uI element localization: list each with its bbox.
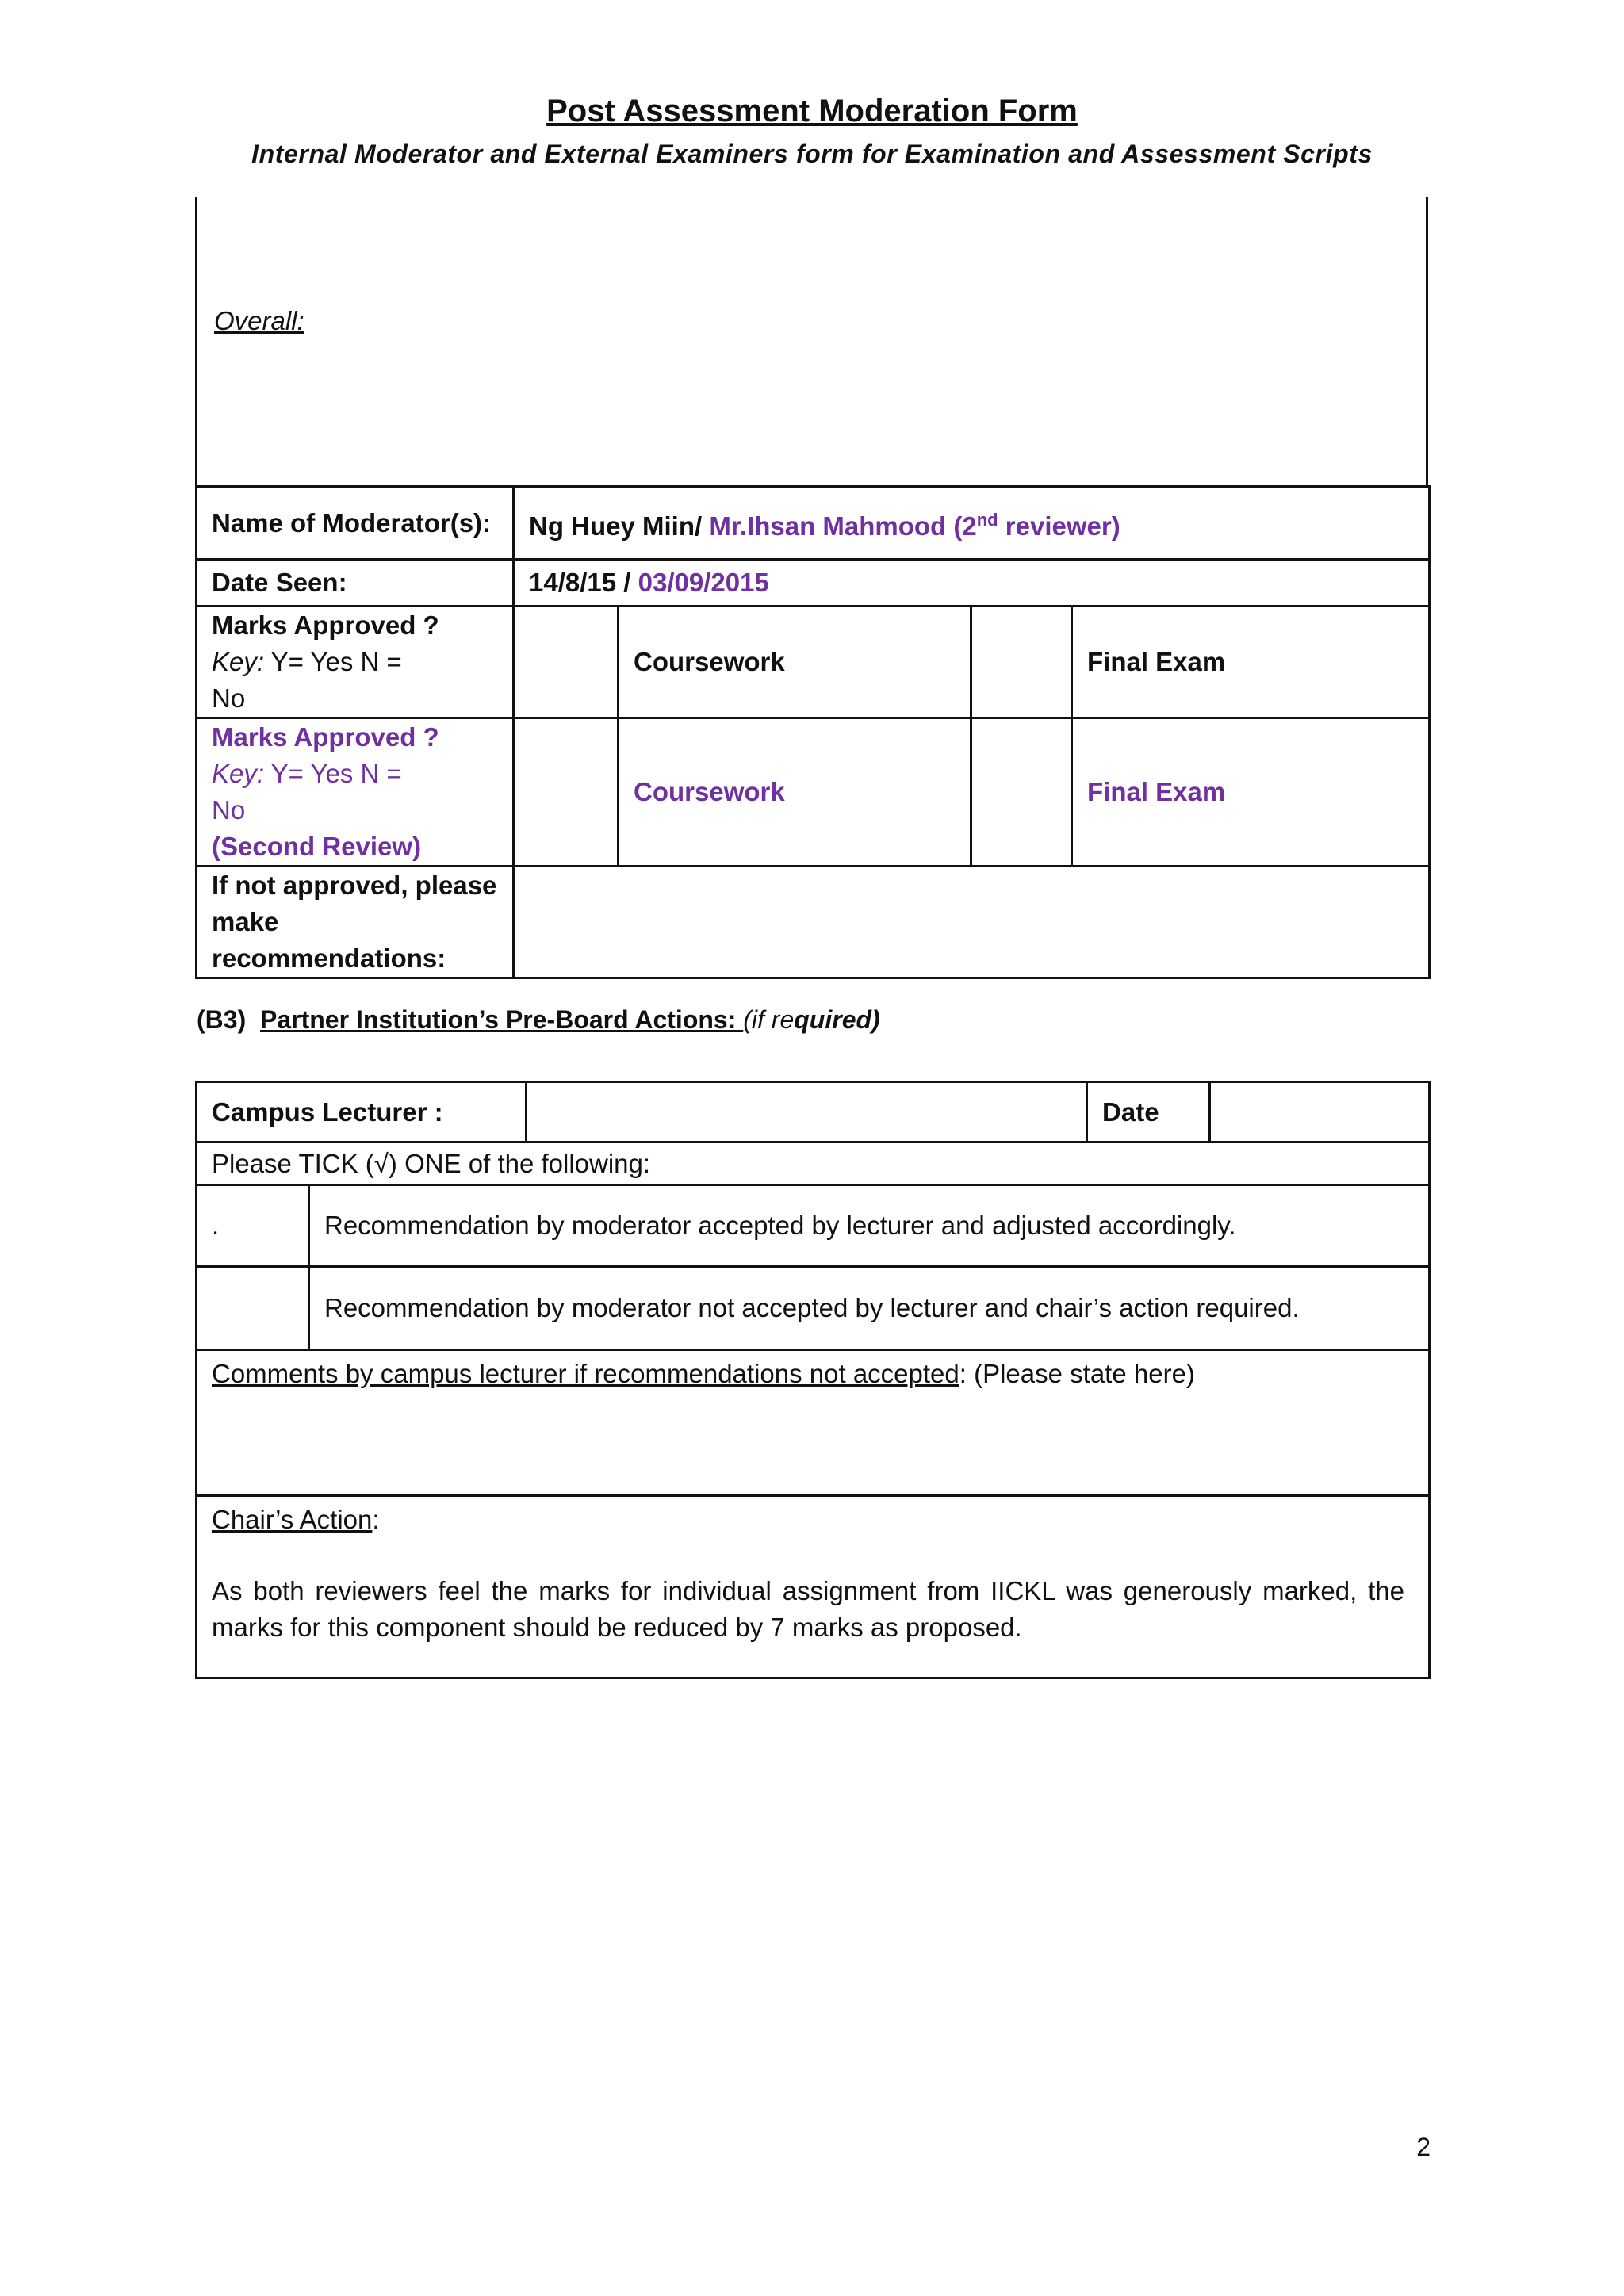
section-b3-heading xyxy=(197,1005,880,1035)
final-exam-label: Final Exam xyxy=(1072,607,1430,718)
final-exam-checkbox[interactable] xyxy=(971,607,1072,718)
overall-label: Overall: xyxy=(214,306,304,335)
date-seen-value xyxy=(514,560,1430,607)
moderator-row xyxy=(197,487,1430,560)
coursework-checkbox[interactable] xyxy=(514,607,619,718)
not-approved-label: If not approved, please make recommendations: xyxy=(197,867,514,978)
date-seen-row xyxy=(197,560,1430,607)
date-seen-2: 03/09/2015 xyxy=(638,568,769,597)
recommendations-field[interactable] xyxy=(514,867,1430,978)
final-exam-2-checkbox[interactable] xyxy=(971,718,1072,867)
campus-lecturer-field[interactable] xyxy=(527,1082,1087,1142)
option-1-row xyxy=(197,1185,1430,1267)
coursework-2-label: Coursework xyxy=(619,718,971,867)
marks-approved-second-row xyxy=(197,718,1430,867)
marks-approved-2-label: Marks Approved ? xyxy=(212,722,439,752)
chair-action-text: As both reviewers feel the marks for individual assignment from IICKL was generously marked, the marks for this component should be reduced by 7 marks as proposed. xyxy=(212,1576,1405,1642)
comments-label: Comments by campus lecturer if recommendations not accepted xyxy=(212,1359,959,1388)
not-approved-row xyxy=(197,867,1430,978)
marks-approved-cell xyxy=(197,607,514,718)
pre-board-table xyxy=(195,1081,1431,1679)
comments-cell[interactable] xyxy=(197,1350,1430,1496)
page-number: 2 xyxy=(1416,2133,1431,2161)
chair-action-heading: Chair’s Action: xyxy=(212,1505,380,1534)
marks-approved-label: Marks Approved ? xyxy=(212,610,439,640)
option-2-tick[interactable] xyxy=(197,1267,309,1350)
date-label: Date xyxy=(1087,1082,1210,1142)
moderator-value xyxy=(514,487,1430,560)
key-line: Key: Y= Yes N = xyxy=(212,647,402,676)
moderator-name-2: Mr.Ihsan Mahmood (2nd reviewer) xyxy=(709,509,1120,541)
overall-box-right-border xyxy=(1426,197,1428,488)
key-no-2: No xyxy=(212,795,246,825)
date-seen-label: Date Seen: xyxy=(197,560,514,607)
option-2-text: Recommendation by moderator not accepted by lecturer and chair’s action required. xyxy=(309,1267,1430,1350)
page-subtitle: Internal Moderator and External Examiners form for Examination and Assessment Scripts xyxy=(251,140,1373,168)
campus-lecturer-row xyxy=(197,1082,1430,1142)
marks-approved-row xyxy=(197,607,1430,718)
key-line-2: Key: Y= Yes N = xyxy=(212,759,402,788)
marks-approved-second-cell xyxy=(197,718,514,867)
page-title: Post Assessment Moderation Form xyxy=(546,94,1078,128)
option-2-row xyxy=(197,1267,1430,1350)
key-no: No xyxy=(212,683,246,713)
final-exam-2-label: Final Exam xyxy=(1072,718,1430,867)
date-field[interactable] xyxy=(1210,1082,1430,1142)
section-code: (B3) xyxy=(197,1005,247,1034)
option-1-text: Recommendation by moderator accepted by lecturer and adjusted accordingly. xyxy=(309,1185,1430,1267)
moderation-table xyxy=(195,485,1431,979)
campus-lecturer-label: Campus Lecturer : xyxy=(197,1082,527,1142)
date-seen-1: 14/8/15 / xyxy=(529,568,631,597)
chair-action-cell xyxy=(197,1496,1430,1678)
overall-box-left-border xyxy=(195,197,197,488)
coursework-label: Coursework xyxy=(619,607,971,718)
comments-suffix: : (Please state here) xyxy=(959,1359,1195,1388)
chair-action-row xyxy=(197,1496,1430,1678)
comments-row xyxy=(197,1350,1430,1496)
moderator-name-1: Ng Huey Miin/ xyxy=(529,511,703,541)
tick-instruction: Please TICK (√) ONE of the following: xyxy=(197,1142,1430,1185)
second-review-label: (Second Review) xyxy=(212,832,422,861)
option-1-tick[interactable]: . xyxy=(197,1185,309,1267)
tick-instruction-row xyxy=(197,1142,1430,1185)
section-title: Partner Institution’s Pre-Board Actions: xyxy=(260,1005,744,1034)
moderator-label: Name of Moderator(s): xyxy=(197,487,514,560)
coursework-2-checkbox[interactable] xyxy=(514,718,619,867)
section-note: (if required) xyxy=(743,1005,880,1034)
